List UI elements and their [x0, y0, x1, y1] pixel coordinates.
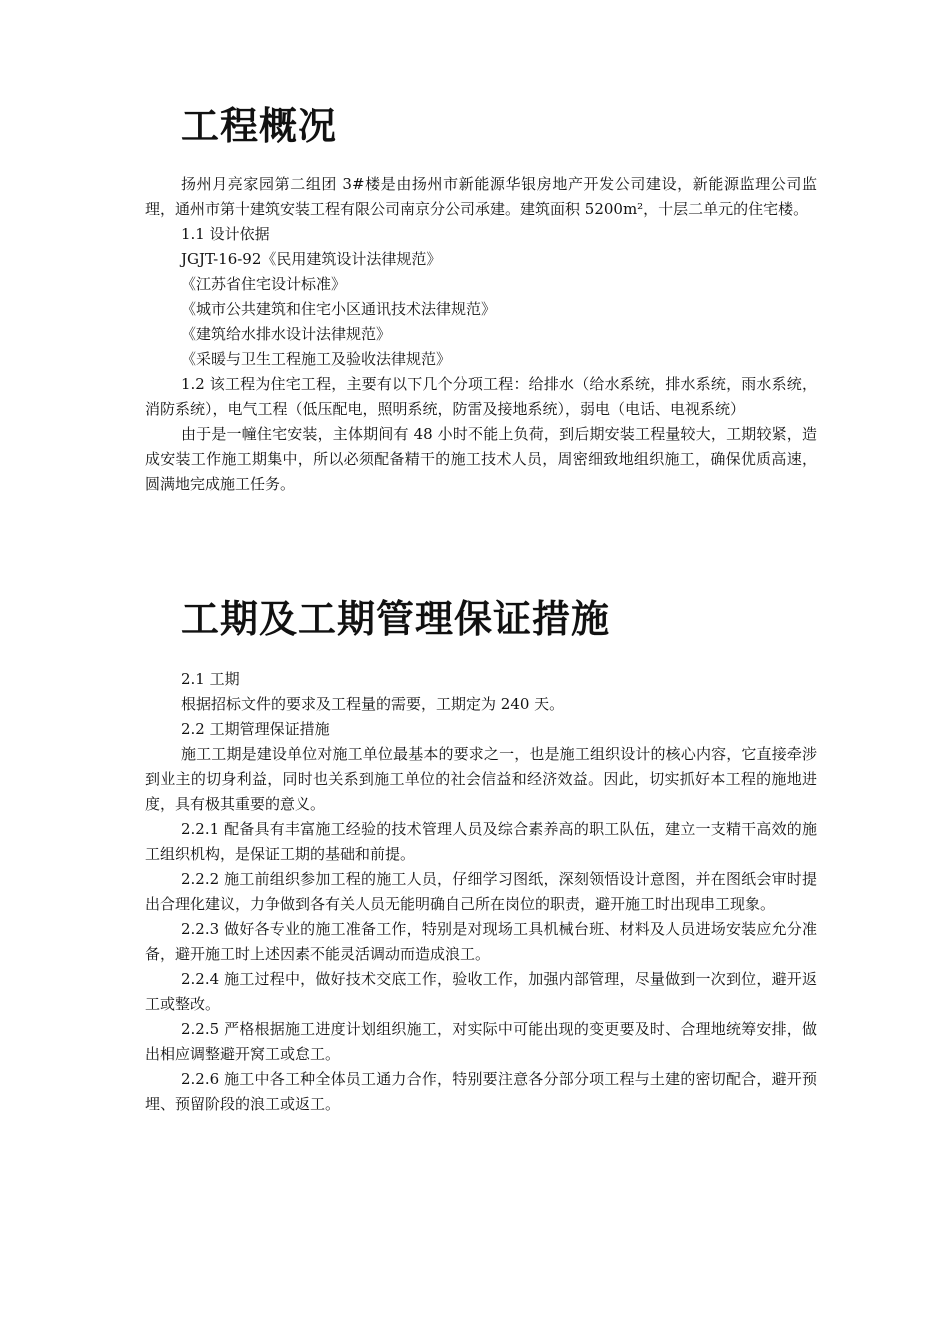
reference-item: 《采暖与卫生工程施工及验收法律规范》: [181, 350, 452, 368]
section-title-schedule: 工期及工期管理保证措施: [181, 597, 611, 641]
reference-item: 《江苏省住宅设计标准》: [181, 275, 347, 293]
reference-item: JGJT-16-92《民用建筑设计法律规范》: [181, 250, 442, 268]
section-title-overview: 工程概况: [181, 104, 338, 148]
reference-item: 《建筑给水排水设计法律规范》: [181, 325, 392, 343]
paragraph: 2.2.5 严格根据施工进度计划组织施工，对实际中可能出现的变更要及时、合理地统筹安排，做出相应调整避开窝工或怠工。: [145, 1020, 817, 1063]
paragraph: 2.2.6 施工中各工种全体员工通力合作，特别要注意各分部分项工程与土建的密切配合，避开预埋、预留阶段的浪工或返工。: [145, 1070, 817, 1113]
subsection-heading: 1.1 设计依据: [181, 225, 270, 243]
paragraph: 2.2.2 施工前组织参加工程的施工人员，仔细学习图纸，深刻领悟设计意图，并在图纸会审时提出合理化建议，力争做到各有关人员无能明确自己所在岗位的职责，避开施工时出现串工现象。: [145, 870, 817, 913]
reference-item: 《城市公共建筑和住宅小区通讯技术法律规范》: [181, 300, 497, 318]
paragraph: 2.2.3 做好各专业的施工准备工作，特别是对现场工具机械台班、材料及人员进场安装应允分准备，避开施工时上述因素不能灵活调动而造成浪工。: [145, 920, 817, 963]
paragraph: 1.2 该工程为住宅工程，主要有以下几个分项工程：给排水（给水系统，排水系统，雨水系统，消防系统），电气工程（低压配电，照明系统，防雷及接地系统），弱电（电话、电视系统）: [145, 375, 817, 418]
paragraph: 根据招标文件的要求及工程量的需要，工期定为 240 天。: [181, 695, 565, 713]
paragraph: 由于是一幢住宅安装，主体期间有 48 小时不能上负荷，到后期安装工程量较大，工期较紧，造成安装工作施工期集中，所以必须配备精干的施工技术人员，周密细致地组织施工，确保优质高速，圆满地完成施工任务。: [145, 425, 817, 493]
paragraph: 2.2.4 施工过程中，做好技术交底工作，验收工作，加强内部管理，尽量做到一次到位，避开返工或整改。: [145, 970, 817, 1013]
section-overview: [145, 172, 817, 497]
subsection-heading: 2.2 工期管理保证措施: [181, 720, 330, 738]
section-schedule: [145, 667, 817, 1117]
subsection-heading: 2.1 工期: [181, 670, 240, 688]
paragraph: 施工工期是建设单位对施工单位最基本的要求之一，也是施工组织设计的核心内容，它直接牵涉到业主的切身利益，同时也关系到施工单位的社会信益和经济效益。因此，切实抓好本工程的施地进度，具有极其重要的意义。: [145, 745, 817, 813]
paragraph: 2.2.1 配备具有丰富施工经验的技术管理人员及综合素养高的职工队伍，建立一支精干高效的施工组织机构，是保证工期的基础和前提。: [145, 820, 817, 863]
paragraph: 扬州月亮家园第二组团 3#楼是由扬州市新能源华银房地产开发公司建设，新能源监理公司监理，通州市第十建筑安装工程有限公司南京分公司承建。建筑面积 5200m²，十层二单元的住宅楼。: [145, 175, 817, 218]
